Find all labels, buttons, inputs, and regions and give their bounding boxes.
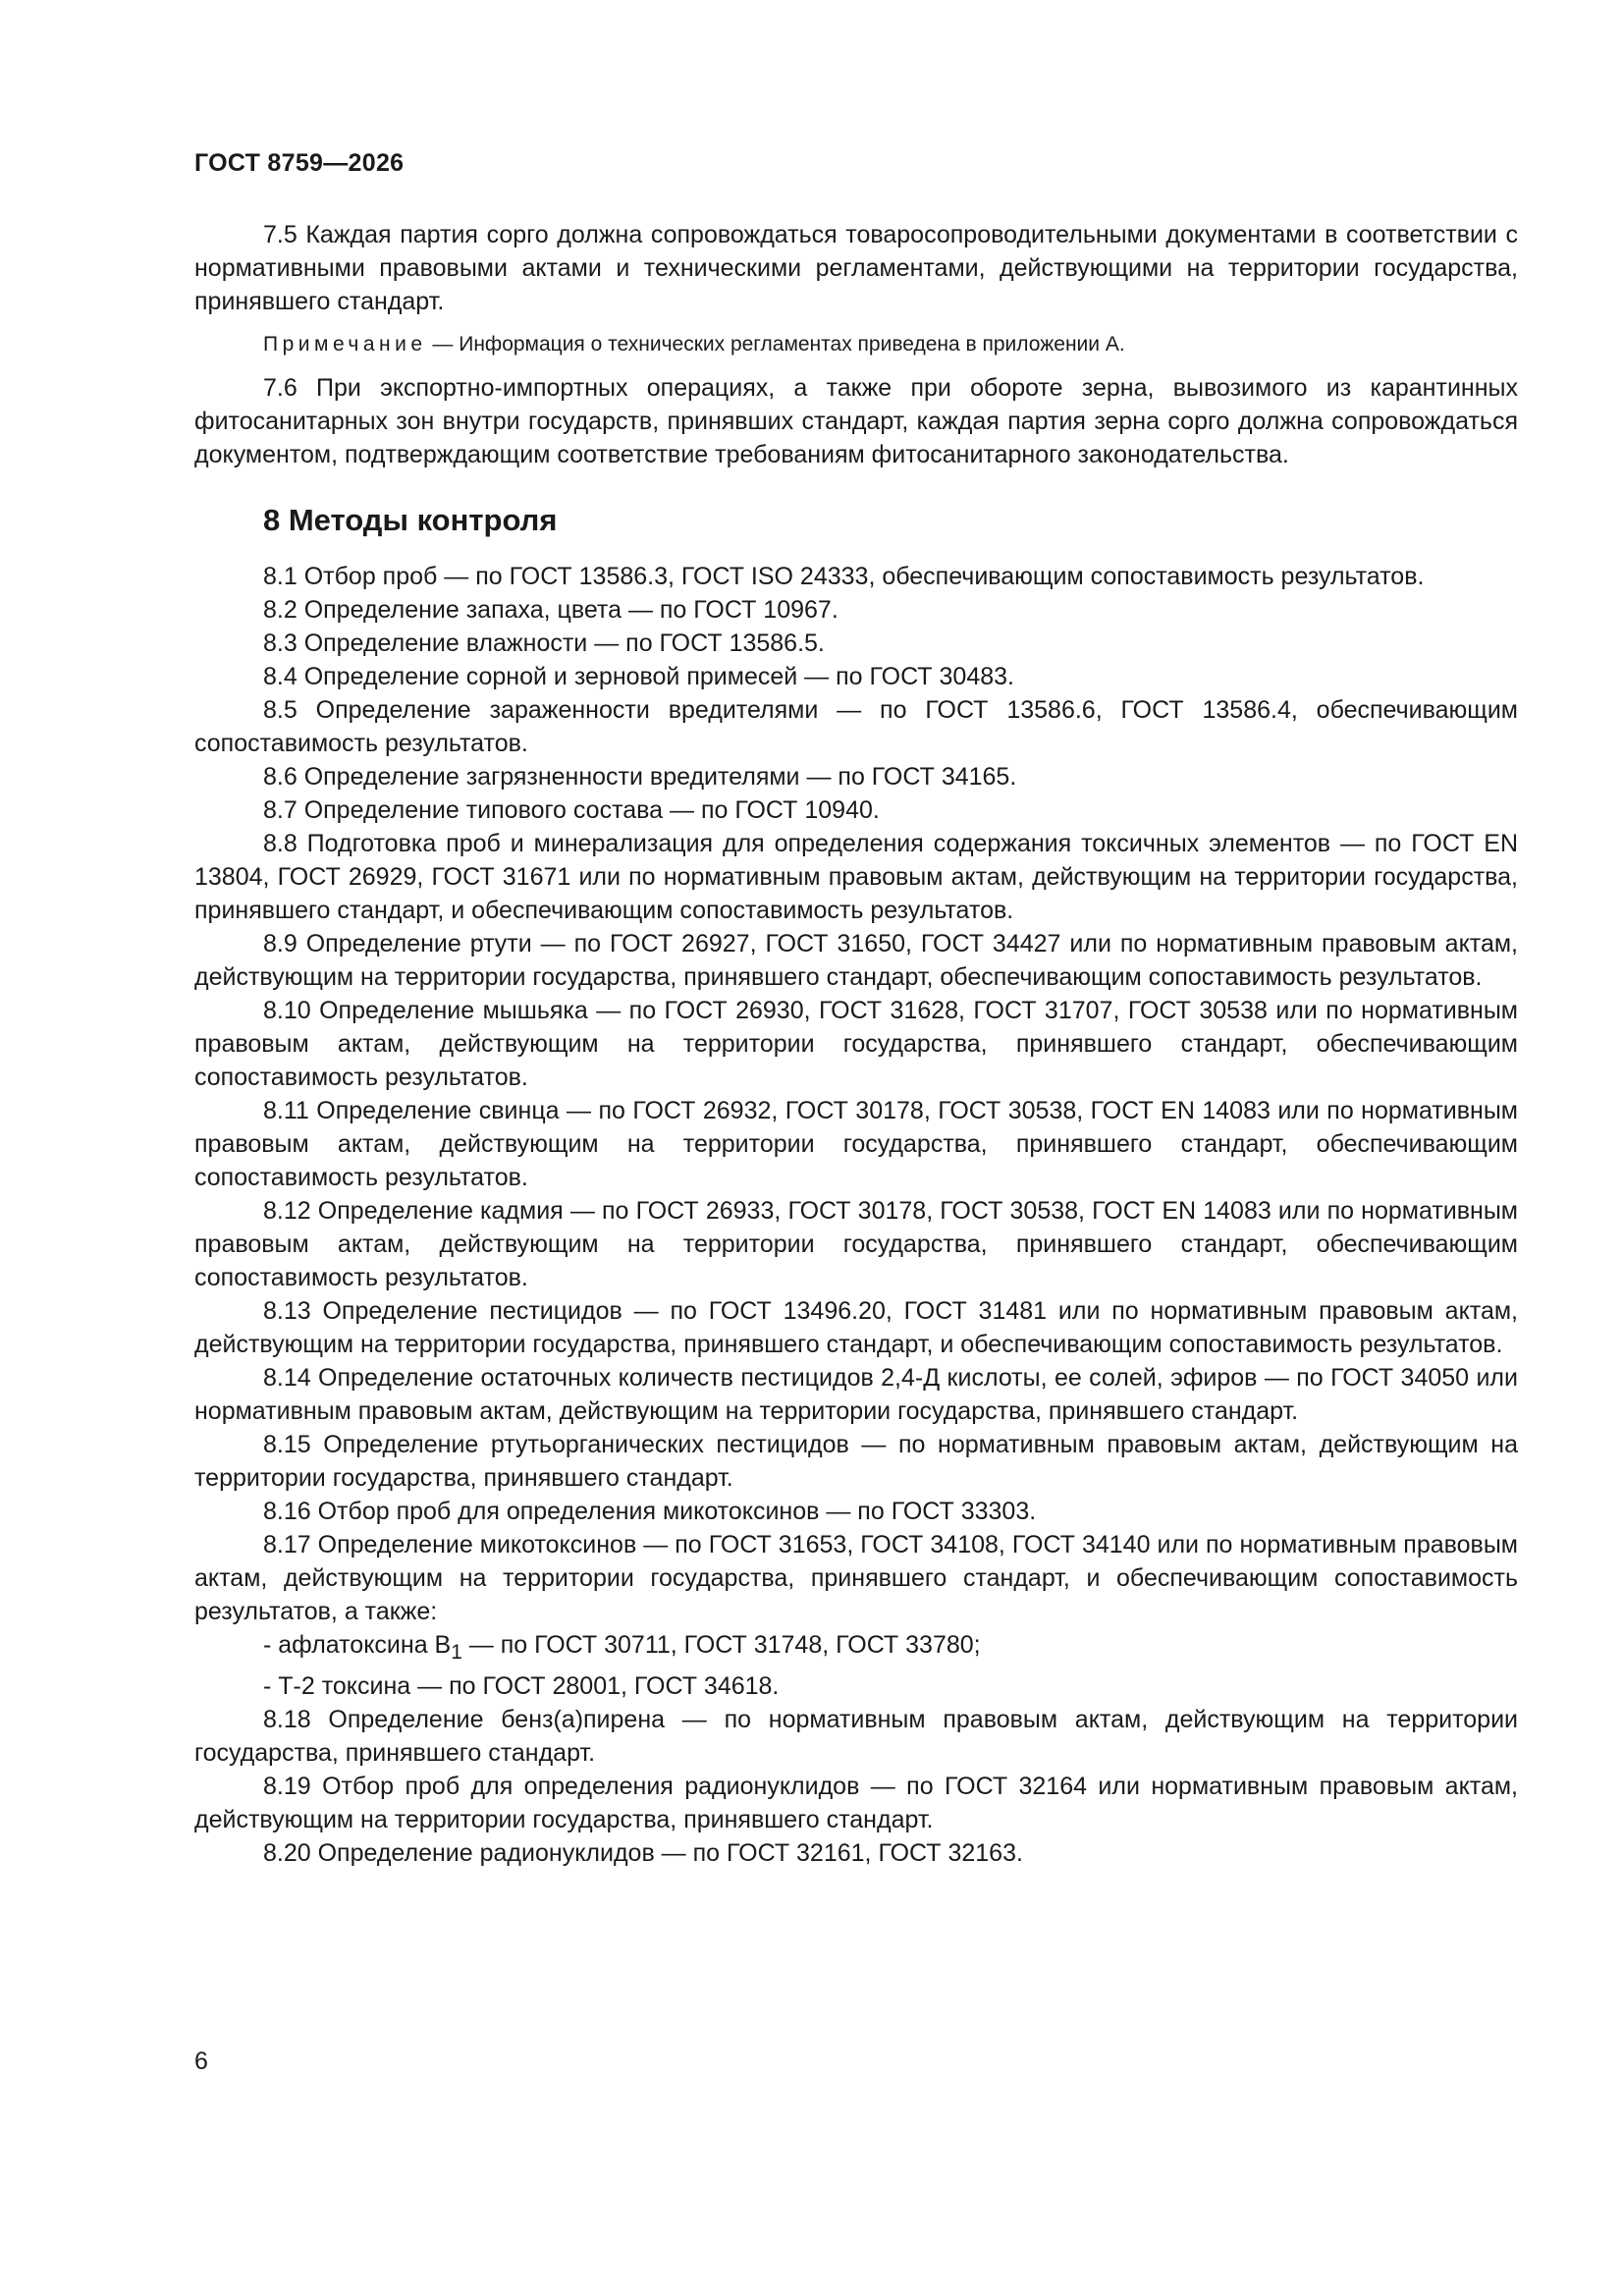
paragraph-7-6: 7.6 При экспортно-импортных операциях, а также при обороте зерна, вывозимого из карантинных фитосанитарных зон внутри государств, принявших стандарт, каждая партия зерна сорго должна сопровождаться документом, подтверждающим соответствие требованиям фитосанитарного законодательства. — [194, 374, 1518, 468]
clause: 8.16 Отбор проб для определения микотоксинов — по ГОСТ 33303. — [263, 1498, 1037, 1525]
list-item-aflatoxin — [194, 1628, 1518, 1669]
clause: 8.6 Определение загрязненности вредителями — по ГОСТ 34165. — [263, 763, 1017, 791]
clause: 8.19 Отбор проб для определения радионуклидов — по ГОСТ 32164 или нормативным правовым актам, действующим на территории государства, принявшего стандарт. — [194, 1773, 1518, 1833]
page-number: 6 — [194, 2048, 208, 2075]
list-item-t2: - Т-2 токсина — по ГОСТ 28001, ГОСТ 34618. — [263, 1672, 780, 1700]
aflatoxin-prefix: - афлатоксина B — [263, 1631, 452, 1659]
clause: 8.11 Определение свинца — по ГОСТ 26932, ГОСТ 30178, ГОСТ 30538, ГОСТ EN 14083 или по нормативным правовым актам, действующим на территории государства, принявшего стандарт, обеспечивающим сопоставимость результатов. — [194, 1097, 1518, 1191]
clause: 8.20 Определение радионуклидов — по ГОСТ 32161, ГОСТ 32163. — [263, 1839, 1023, 1867]
aflatoxin-suffix: — по ГОСТ 30711, ГОСТ 31748, ГОСТ 33780; — [461, 1631, 981, 1659]
clause: 8.9 Определение ртути — по ГОСТ 26927, ГОСТ 31650, ГОСТ 34427 или по нормативным правовым актам, действующим на территории государства, принявшего стандарт, обеспечивающим сопоставимость результатов. — [194, 930, 1518, 991]
clause: 8.15 Определение ртутьорганических пестицидов — по нормативным правовым актам, действующим на территории государства, принявшего стандарт. — [194, 1431, 1518, 1492]
note — [194, 330, 1518, 359]
note-text: — Информация о технических регламентах приведена в приложении А. — [426, 333, 1125, 355]
clause: 8.13 Определение пестицидов — по ГОСТ 13496.20, ГОСТ 31481 или по нормативным правовым актам, действующим на территории государства, принявшего стандарт, и обеспечивающим сопоставимость результатов. — [194, 1297, 1518, 1358]
clause: 8.8 Подготовка проб и минерализация для определения содержания токсичных элементов — по ГОСТ EN 13804, ГОСТ 26929, ГОСТ 31671 или по нормативным правовым актам, действующим на территории государства, принявшего стандарт, и обеспечивающим сопоставимость результатов. — [194, 830, 1518, 924]
clause: 8.12 Определение кадмия — по ГОСТ 26933, ГОСТ 30178, ГОСТ 30538, ГОСТ EN 14083 или по нормативным правовым актам, действующим на территории государства, принявшего стандарт, обеспечивающим сопоставимость результатов. — [194, 1197, 1518, 1291]
note-label: Примечание — [263, 333, 427, 355]
clause: 8.4 Определение сорной и зерновой примесей — по ГОСТ 30483. — [263, 663, 1014, 690]
document-header: ГОСТ 8759—2026 — [194, 149, 405, 177]
paragraph-7-5: 7.5 Каждая партия сорго должна сопровождаться товаросопроводительными документами в соответствии с нормативными правовыми актами и техническими регламентами, действующими на территории государства, принявшего стандарт. — [194, 221, 1518, 315]
document-body — [194, 218, 1518, 1870]
aflatoxin-subscript: 1 — [451, 1641, 462, 1664]
clause: 8.5 Определение зараженности вредителями — по ГОСТ 13586.6, ГОСТ 13586.4, обеспечивающим сопоставимость результатов. — [194, 696, 1518, 757]
clause: 8.2 Определение запаха, цвета — по ГОСТ 10967. — [263, 596, 839, 624]
clause: 8.17 Определение микотоксинов — по ГОСТ 31653, ГОСТ 34108, ГОСТ 34140 или по нормативным правовым актам, действующим на территории государства, принявшего стандарт, и обеспечивающим сопоставимость результатов, а также: — [194, 1531, 1518, 1625]
clause: 8.3 Определение влажности — по ГОСТ 13586.5. — [263, 629, 825, 657]
clause: 8.1 Отбор проб — по ГОСТ 13586.3, ГОСТ ISO 24333, обеспечивающим сопоставимость результатов. — [263, 563, 1425, 590]
clause: 8.18 Определение бенз(а)пирена — по нормативным правовым актам, действующим на территории государства, принявшего стандарт. — [194, 1706, 1518, 1767]
section-heading: 8 Методы контроля — [263, 503, 558, 537]
clause: 8.10 Определение мышьяка — по ГОСТ 26930, ГОСТ 31628, ГОСТ 31707, ГОСТ 30538 или по нормативным правовым актам, действующим на территории государства, принявшего стандарт, обеспечивающим сопоставимость результатов. — [194, 997, 1518, 1091]
clause: 8.7 Определение типового состава — по ГОСТ 10940. — [263, 796, 880, 824]
clause: 8.14 Определение остаточных количеств пестицидов 2,4-Д кислоты, ее солей, эфиров — по ГОСТ 34050 или нормативным правовым актам, действующим на территории государства, принявшего стандарт. — [194, 1364, 1518, 1425]
